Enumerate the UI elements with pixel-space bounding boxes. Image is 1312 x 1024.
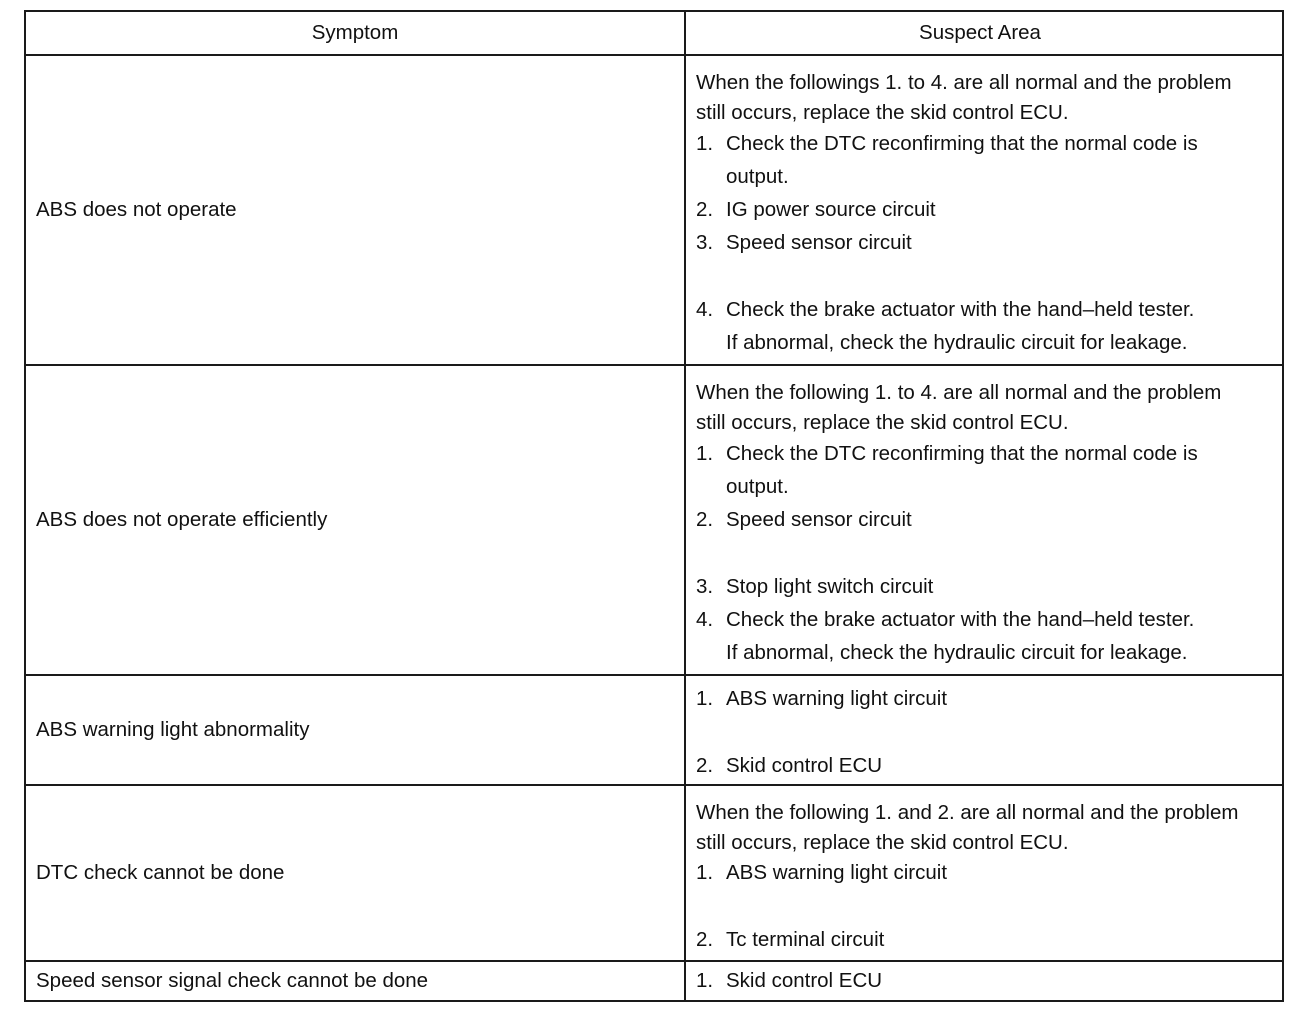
item-number: 4. — [696, 608, 714, 631]
suspect-area-cell — [686, 56, 1282, 364]
item-number: 2. — [696, 928, 714, 951]
diagnosis-table — [24, 10, 1284, 1002]
header-suspect-area-label: Suspect Area — [919, 21, 1041, 44]
table-header-row — [26, 12, 1282, 54]
intro-line: still occurs, replace the skid control ECU. — [696, 831, 1069, 854]
item-number: 1. — [696, 442, 714, 465]
item-number: 3. — [696, 231, 714, 254]
item-text: Check the DTC reconfirming that the normal code is — [726, 132, 1198, 155]
item-text: Check the DTC reconfirming that the normal code is — [726, 442, 1198, 465]
suspect-area-cell — [686, 366, 1282, 674]
item-text: Check the brake actuator with the hand–held tester. — [726, 298, 1195, 321]
item-number: 1. — [696, 861, 714, 884]
symptom-cell — [26, 676, 686, 784]
suspect-area-cell — [686, 676, 1282, 784]
symptom-cell — [26, 786, 686, 960]
item-text: Check the brake actuator with the hand–held tester. — [726, 608, 1195, 631]
item-text: IG power source circuit — [726, 198, 936, 221]
symptom-text: ABS does not operate efficiently — [36, 508, 328, 531]
item-continuation: If abnormal, check the hydraulic circuit for leakage. — [726, 331, 1188, 354]
symptom-cell — [26, 962, 686, 1000]
table-row — [26, 960, 1282, 1000]
header-suspect-area — [686, 12, 1282, 54]
intro-line: When the following 1. and 2. are all normal and the problem — [696, 801, 1239, 824]
header-symptom-label: Symptom — [311, 21, 399, 44]
item-number: 1. — [696, 132, 714, 155]
item-number: 1. — [696, 687, 714, 710]
table-row — [26, 54, 1282, 364]
symptom-text: ABS does not operate — [36, 198, 237, 221]
table-row — [26, 674, 1282, 784]
table-row — [26, 364, 1282, 674]
item-number: 3. — [696, 575, 714, 598]
item-text: Stop light switch circuit — [726, 575, 934, 598]
item-text: ABS warning light circuit — [726, 687, 948, 710]
item-text: Speed sensor circuit — [726, 231, 912, 254]
item-text: Tc terminal circuit — [726, 928, 885, 951]
item-text: Skid control ECU — [726, 754, 883, 777]
suspect-area-cell — [686, 962, 1282, 1000]
table-row — [26, 784, 1282, 960]
symptom-cell — [26, 366, 686, 674]
item-text: ABS warning light circuit — [726, 861, 948, 884]
symptom-cell — [26, 56, 686, 364]
item-text: Speed sensor circuit — [726, 508, 912, 531]
item-number: 2. — [696, 754, 714, 777]
item-number: 1. — [696, 969, 714, 992]
item-continuation: output. — [726, 165, 789, 188]
item-continuation: If abnormal, check the hydraulic circuit for leakage. — [726, 641, 1188, 664]
suspect-area-cell — [686, 786, 1282, 960]
item-number: 2. — [696, 198, 714, 221]
item-continuation: output. — [726, 475, 789, 498]
item-number: 4. — [696, 298, 714, 321]
intro-line: When the followings 1. to 4. are all normal and the problem — [696, 71, 1232, 94]
symptom-text: Speed sensor signal check cannot be done — [36, 969, 429, 992]
header-symptom — [26, 12, 686, 54]
symptom-text: ABS warning light abnormality — [36, 718, 310, 741]
intro-line: still occurs, replace the skid control ECU. — [696, 101, 1069, 124]
item-number: 2. — [696, 508, 714, 531]
symptom-text: DTC check cannot be done — [36, 861, 285, 884]
intro-line: When the following 1. to 4. are all normal and the problem — [696, 381, 1222, 404]
intro-line: still occurs, replace the skid control ECU. — [696, 411, 1069, 434]
item-text: Skid control ECU — [726, 969, 883, 992]
